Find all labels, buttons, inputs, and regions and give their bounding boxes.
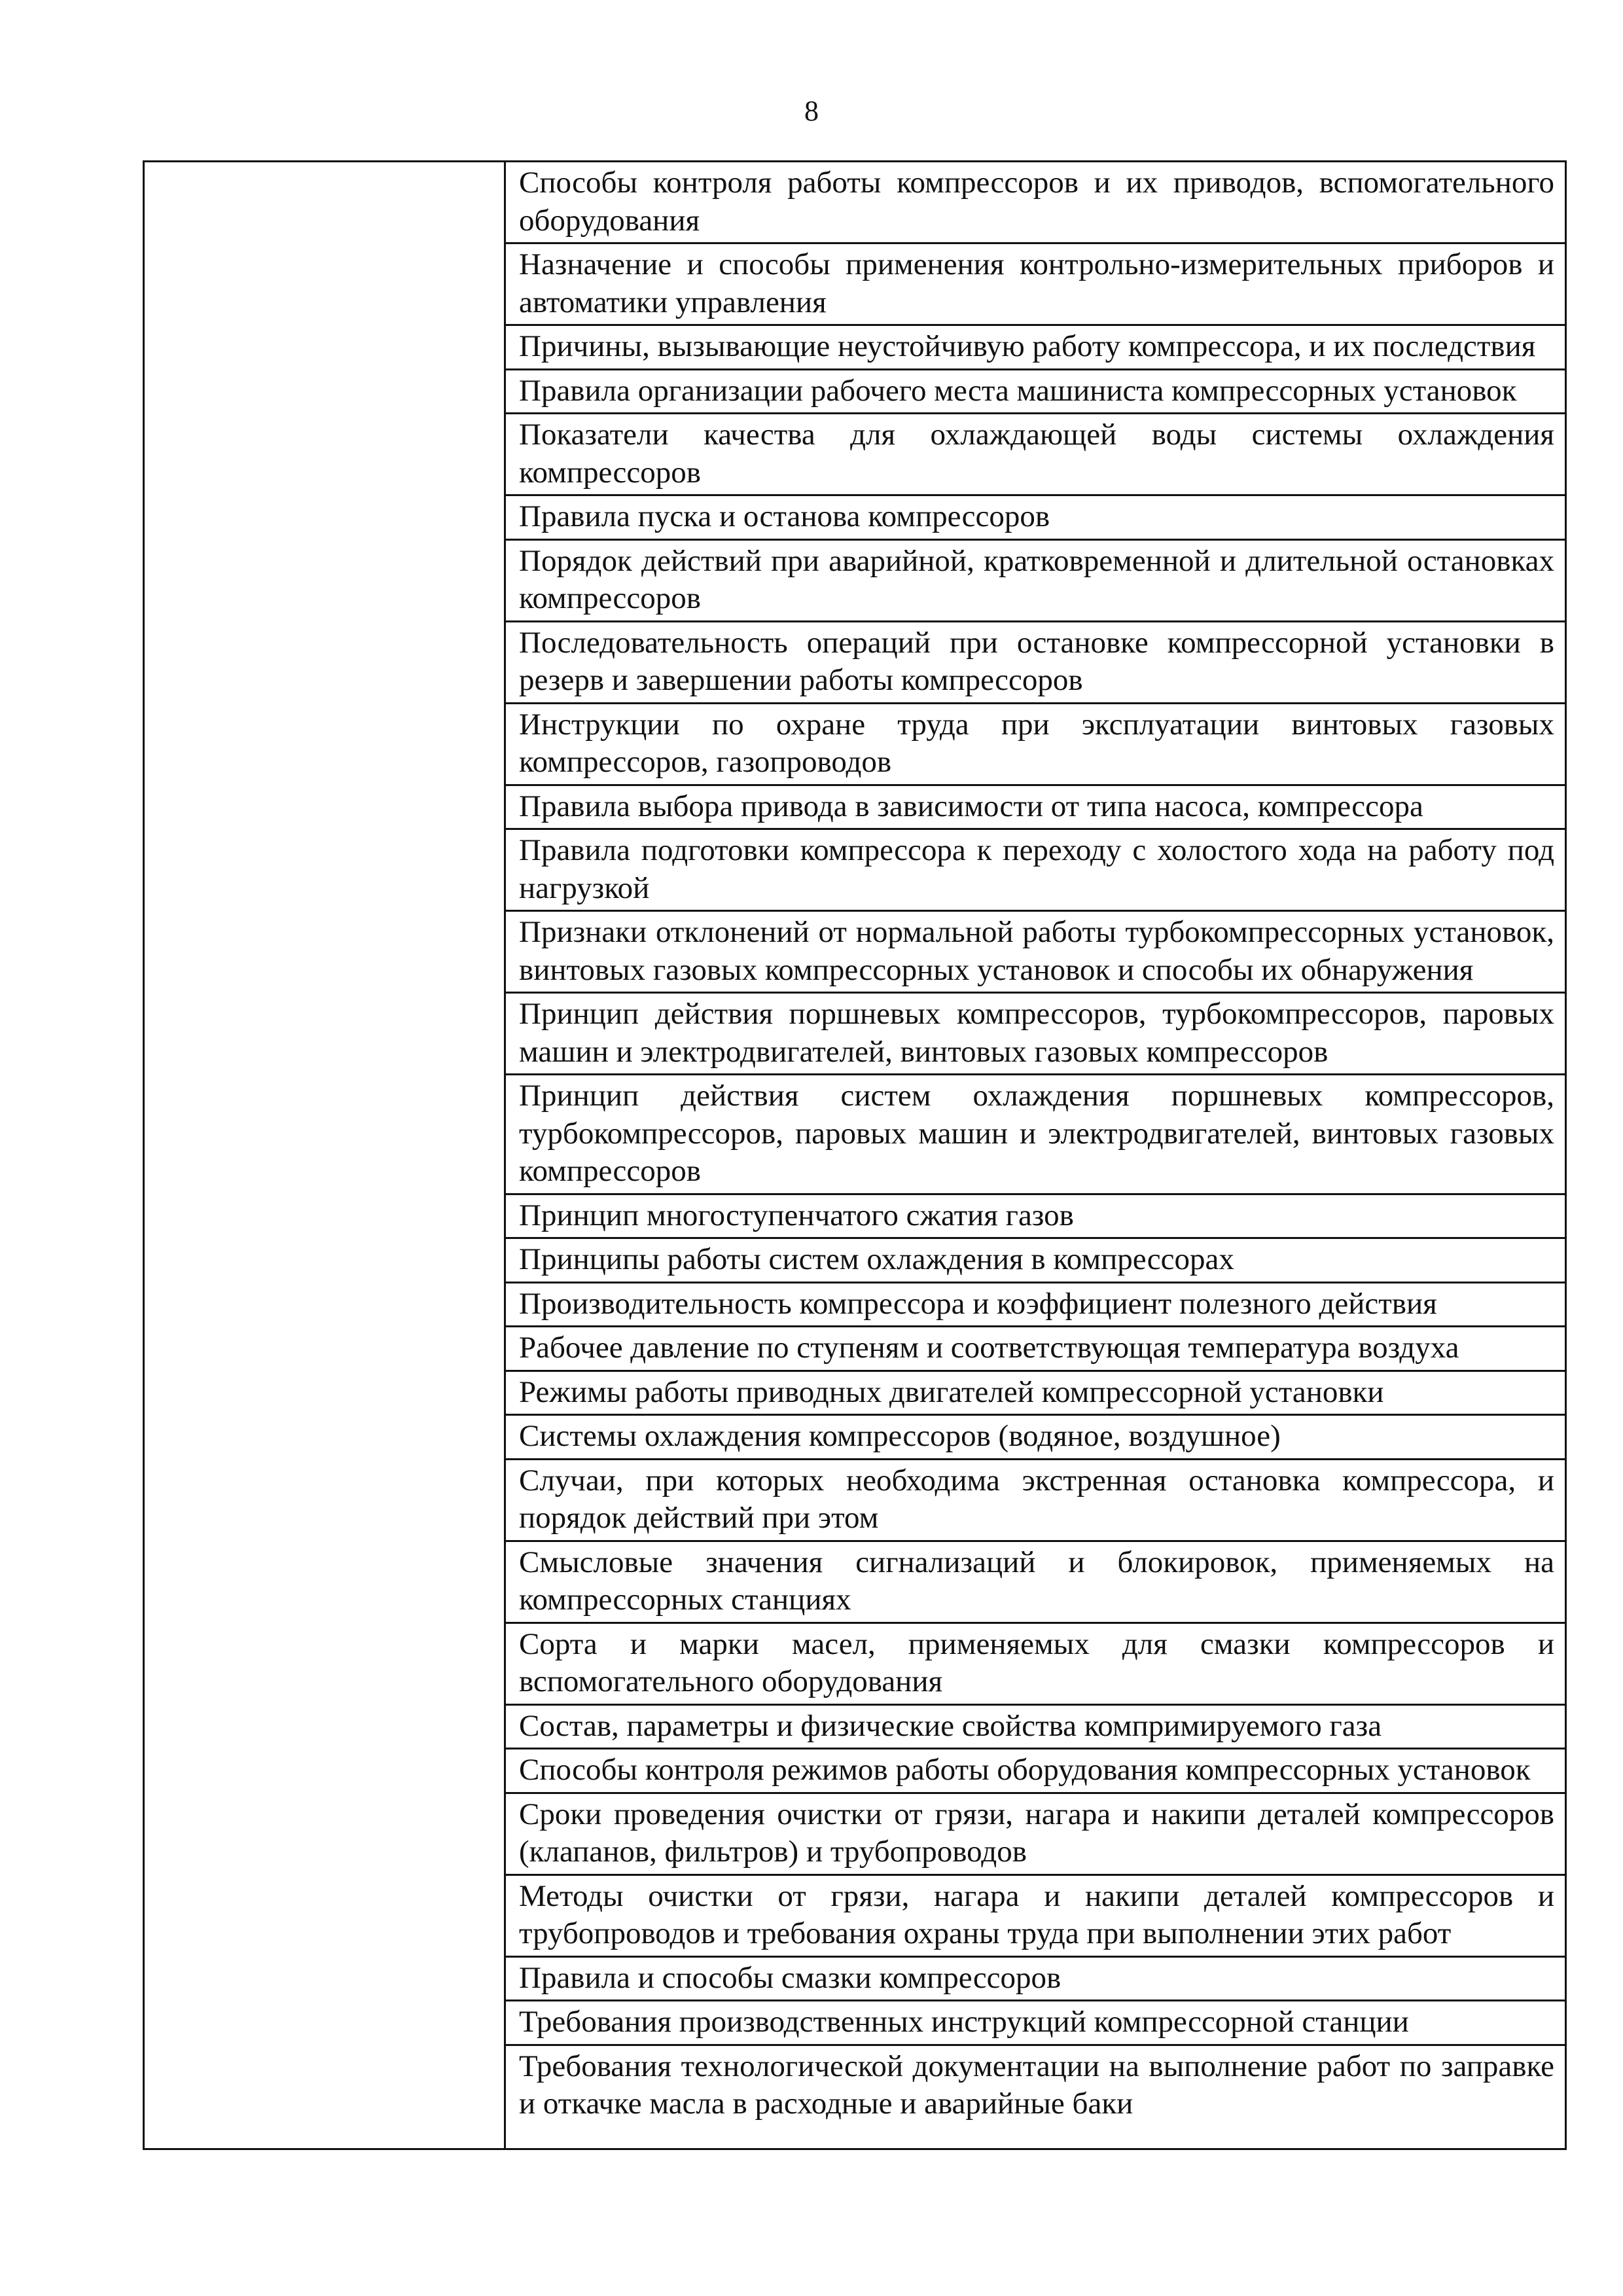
table-row: Правила и способы смазки компрессоров: [506, 1956, 1565, 2000]
table-row: Правила выбора привода в зависимости от типа насоса, компрессора: [506, 784, 1565, 829]
table-row: Способы контроля работы компрессоров и их приводов, вспомогательного оборудования: [519, 166, 1554, 238]
table-row: Показатели качества для охлаждающей воды системы охлаждения компрессоров: [506, 412, 1565, 494]
table-row: Инструкции по охране труда при эксплуатации винтовых газовых компрессоров, газопроводов: [506, 702, 1565, 784]
page-number: 8: [804, 95, 819, 127]
table-row: Сроки проведения очистки от грязи, нагара и накипи деталей компрессоров (клапанов, фильтров) и трубопроводов: [506, 1792, 1565, 1874]
table-row: Правила организации рабочего места машиниста компрессорных установок: [506, 368, 1565, 413]
table-row: Случаи, при которых необходима экстренная остановка компрессора, и порядок действий при этом: [506, 1458, 1565, 1540]
table-row: Правила пуска и останова компрессоров: [506, 494, 1565, 539]
table-row: Системы охлаждения компрессоров (водяное, воздушное): [506, 1414, 1565, 1458]
table-row: Назначение и способы применения контрольно-измерительных приборов и автоматики управления: [506, 242, 1565, 324]
table-row: Последовательность операций при остановке компрессорной установки в резерв и завершении работы компрессоров: [506, 620, 1565, 702]
table-row: Состав, параметры и физические свойства компримируемого газа: [506, 1704, 1565, 1748]
table-row: Рабочее давление по ступеням и соответствующая температура воздуха: [506, 1325, 1565, 1370]
table-row: Способы контроля режимов работы оборудования компрессорных установок: [506, 1748, 1565, 1792]
table-row: Принцип многоступенчатого сжатия газов: [506, 1193, 1565, 1238]
requirements-table: [143, 160, 1567, 2150]
table-row: Принципы работы систем охлаждения в компрессорах: [506, 1237, 1565, 1282]
table-row: Режимы работы приводных двигателей компрессорной установки: [506, 1370, 1565, 1414]
table-row: Методы очистки от грязи, нагара и накипи деталей компрессоров и трубопроводов и требования охраны труда при выполнении этих работ: [506, 1874, 1565, 1956]
table-row: Сорта и марки масел, применяемых для смазки компрессоров и вспомогательного оборудования: [506, 1622, 1565, 1704]
table-row: Причины, вызывающие неустойчивую работу компрессора, и их последствия: [506, 324, 1565, 368]
left-empty-cell: [145, 162, 506, 2148]
table-row: Порядок действий при аварийной, кратковременной и длительной остановках компрессоров: [506, 539, 1565, 620]
knowledge-list-column: [506, 162, 1565, 2148]
table-row: Признаки отклонений от нормальной работы турбокомпрессорных установок, винтовых газовых компрессорных установок и способы их обнаружения: [506, 910, 1565, 992]
table-row: Производительность компрессора и коэффициент полезного действия: [506, 1282, 1565, 1326]
table-row: Правила подготовки компрессора к переходу с холостого хода на работу под нагрузкой: [506, 828, 1565, 910]
table-row: Требования производственных инструкций компрессорной станции: [506, 2000, 1565, 2044]
table-row: Принцип действия поршневых компрессоров, турбокомпрессоров, паровых машин и электродвигателей, винтовых газовых компрессоров: [506, 992, 1565, 1073]
table-row: Требования технологической документации на выполнение работ по заправке и откачке масла в расходные и аварийные баки: [506, 2044, 1565, 2149]
table-row: Принцип действия систем охлаждения поршневых компрессоров, турбокомпрессоров, паровых машин и электродвигателей, винтовых газовых компрессоров: [506, 1073, 1565, 1193]
table-row: Смысловые значения сигнализаций и блокировок, применяемых на компрессорных станциях: [506, 1540, 1565, 1622]
